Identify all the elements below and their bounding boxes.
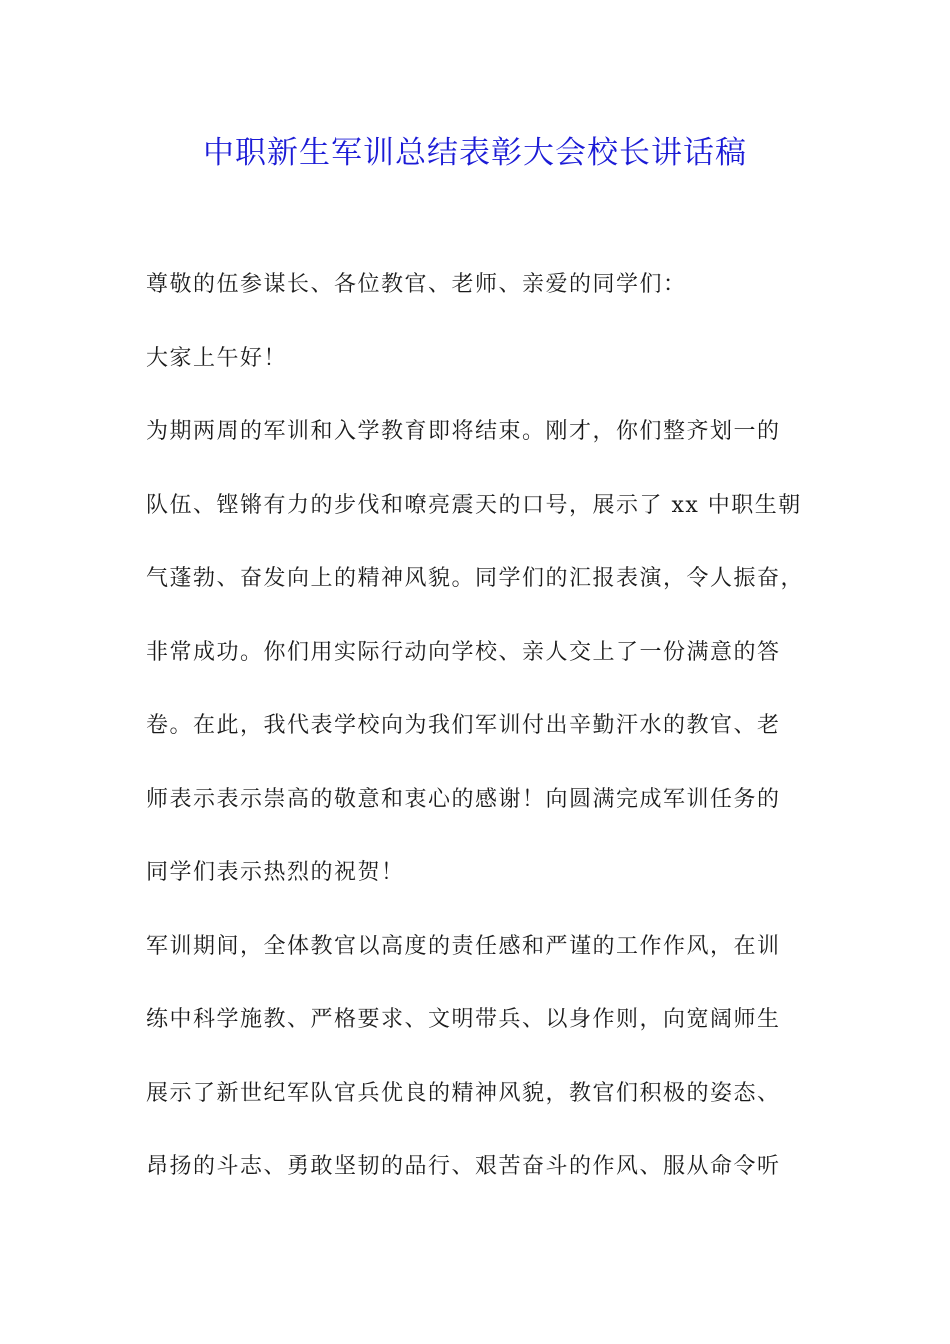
text-line: 同学们表示热烈的祝贺！ xyxy=(146,860,405,885)
text-line: 卷。在此，我代表学校向为我们军训付出辛勤汗水的教官、老 xyxy=(146,713,781,738)
text-line: 非常成功。你们用实际行动向学校、亲人交上了一份满意的答 xyxy=(146,639,781,665)
text-line: 展示了新世纪军队官兵优良的精神风貌，教官们积极的姿态、 xyxy=(146,1080,781,1106)
text-line: 昂扬的斗志、勇敢坚韧的品行、艰苦奋斗的作风、服从命令听 xyxy=(146,1154,781,1179)
text-line: 军训期间，全体教官以高度的责任感和严谨的工作作风，在训 xyxy=(146,933,781,959)
text-line: 师表示表示崇高的敬意和衷心的感谢！向圆满完成军训任务的 xyxy=(146,786,781,812)
text-line-greeting: 大家上午好！ xyxy=(146,345,288,371)
text-line-salutation: 尊敬的伍参谋长、各位教官、老师、亲爱的同学们： xyxy=(146,272,687,297)
text-line: 气蓬勃、奋发向上的精神风貌。同学们的汇报表演，令人振奋， xyxy=(146,566,805,591)
document-title: 中职新生军训总结表彰大会校长讲话稿 xyxy=(203,135,747,171)
text-line: 为期两周的军训和入学教育即将结束。刚才，你们整齐划一的 xyxy=(146,419,781,444)
text-line: 练中科学施教、严格要求、文明带兵、以身作则，向宽阔师生 xyxy=(146,1007,781,1032)
document-body xyxy=(146,265,826,1221)
text-line: 队伍、铿锵有力的步伐和嘹亮震天的口号，展示了 xx 中职生朝 xyxy=(146,492,802,518)
